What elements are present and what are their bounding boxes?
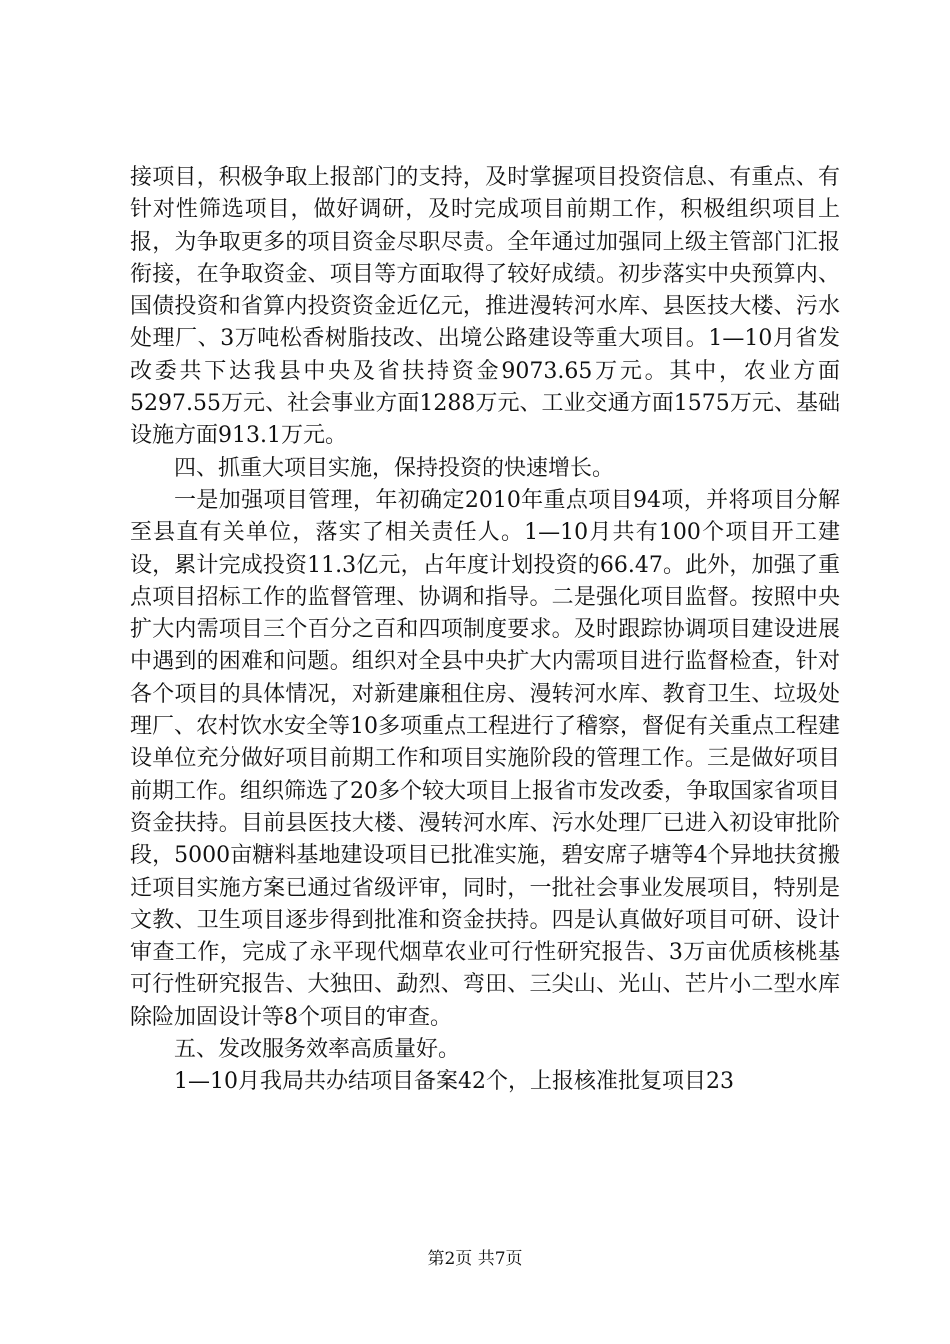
paragraph-project-management: 一是加强项目管理，年初确定2010年重点项目94项，并将项目分解至县直有关单位，落实了相关责任人。1—10月共有100个项目开工建设，累计完成投资11.3亿元，占年度计划投资的66.47。此外，加强了重点项目招标工作的监督管理、协调和指导。二是强化项目监督。按照中央扩大内需项目三个百分之百和四项制度要求。及时跟踪协调项目建设进展中遇到的困难和问题。组织对全县中央扩大内需项目进行监督检查，针对各个项目的具体情况，对新建廉租住房、漫转河水库、教育卫生、垃圾处理厂、农村饮水安全等10多项重点工程进行了稽察，督促有关重点工程建设单位充分做好项目前期工作和项目实施阶段的管理工作。三是做好项目前期工作。组织筛选了20多个较大项目上报省市发改委，争取国家省项目资金扶持。目前县医技大楼、漫转河水库、污水处理厂已进入初设审批阶段，5000亩糖料基地建设项目已批准实施，碧安席子塘等4个异地扶贫搬迁项目实施方案已通过省级评审，同时，一批社会事业发展项目，特别是文教、卫生项目逐步得到批准和资金扶持。四是认真做好项目可研、设计审查工作，完成了永平现代烟草农业可行性研究报告、3万亩优质核桃基可行性研究报告、大独田、勐烈、弯田、三尖山、光山、芒片小二型水库除险加固设计等8个项目的审查。	[130, 487, 841, 1030]
section-heading-5: 五、发改服务效率高质量好。	[174, 1037, 461, 1063]
section-heading-4: 四、抓重大项目实施，保持投资的快速增长。	[174, 455, 615, 481]
paragraph-service-efficiency: 1—10月我局共办结项目备案42个，上报核准批复项目23	[174, 1069, 734, 1095]
document-body	[130, 162, 840, 1099]
page-footer: 第2页 共7页	[427, 1249, 523, 1269]
paragraph-continuation: 接项目，积极争取上报部门的支持，及时掌握项目投资信息、有重点、有针对性筛选项目，做好调研，及时完成项目前期工作，积极组织项目上报，为争取更多的项目资金尽职尽责。全年通过加强同上级主管部门汇报衔接，在争取资金、项目等方面取得了较好成绩。初步落实中央预算内、国债投资和省算内投资资金近亿元，推进漫转河水库、县医技大楼、污水处理厂、3万吨松香树脂技改、出境公路建设等重大项目。1—10月省发改委共下达我县中央及省扶持资金9073.65万元。其中，农业方面5297.55万元、社会事业方面1288万元、工业交通方面1575万元、基础设施方面913.1万元。	[130, 165, 840, 449]
